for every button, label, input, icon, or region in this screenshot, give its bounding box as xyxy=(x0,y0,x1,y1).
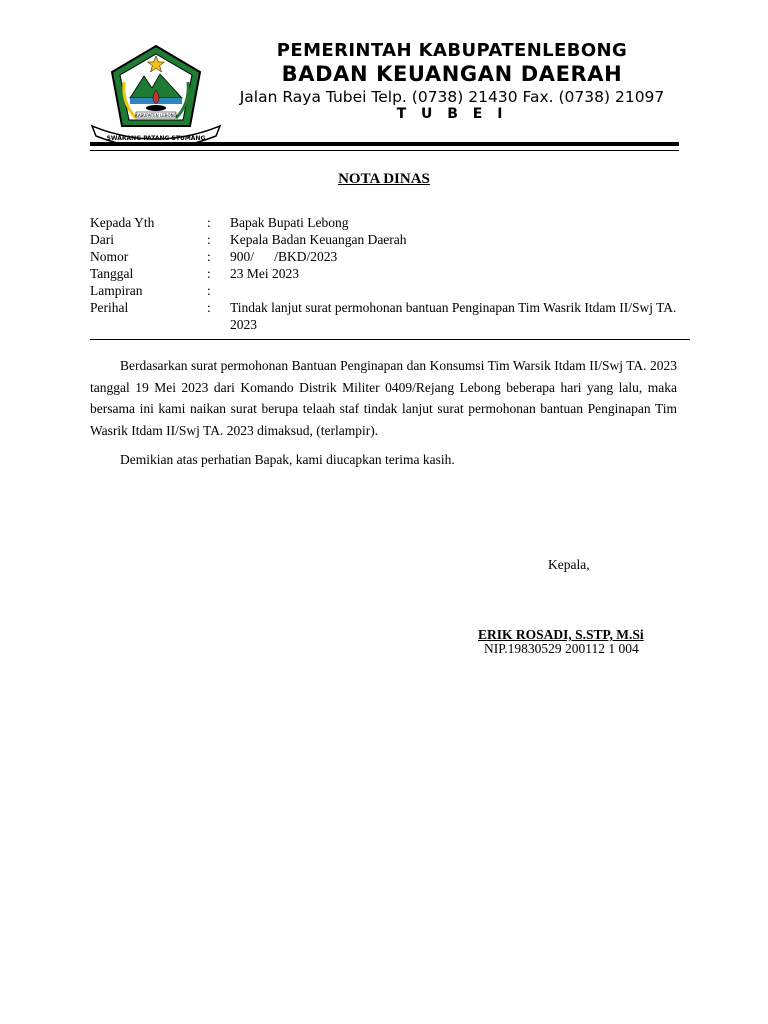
field-label: Tanggal xyxy=(90,266,134,281)
field-colon: : xyxy=(207,249,211,264)
memo-body xyxy=(90,355,677,479)
field-value xyxy=(230,282,690,299)
field-perihal xyxy=(90,299,690,333)
field-colon: : xyxy=(207,283,211,298)
field-label: Kepada Yth xyxy=(90,215,155,230)
closing-paragraph: Demikian atas perhatian Bapak, kami diucapkan terima kasih. xyxy=(120,452,455,467)
signatory-name: ERIK ROSADI, S.STP, M.Si xyxy=(478,627,644,642)
field-label: Nomor xyxy=(90,249,129,264)
agency-city: T U B E I xyxy=(396,106,508,122)
field-value: Kepala Badan Keuangan Daerah xyxy=(230,232,407,247)
letterhead xyxy=(86,38,686,146)
kabupaten-lebong-emblem xyxy=(86,42,226,142)
svg-text:SWARANG PATANG STUMANG: SWARANG PATANG STUMANG xyxy=(106,135,206,142)
field-label: Lampiran xyxy=(90,283,143,298)
field-value: 900/ /BKD/2023 xyxy=(230,249,338,264)
field-value: 23 Mei 2023 xyxy=(230,266,299,281)
field-lampiran xyxy=(90,282,690,299)
field-label: Perihal xyxy=(90,300,129,315)
letterhead-text xyxy=(226,38,678,123)
field-value: Tindak lanjut surat permohonan bantuan Penginapan Tim Wasrik Itdam II/Swj TA. 2023 xyxy=(230,300,677,332)
letterhead-rule-thin xyxy=(90,150,679,151)
field-dari xyxy=(90,231,690,248)
field-value: Bapak Bupati Lebong xyxy=(230,215,349,230)
memo-header-fields xyxy=(90,214,690,333)
document-title: NOTA DINAS xyxy=(338,171,430,187)
field-colon: : xyxy=(207,300,211,315)
government-name: PEMERINTAH KABUPATENLEBONG xyxy=(276,40,628,61)
field-kepada xyxy=(90,214,690,231)
field-colon: : xyxy=(207,215,211,230)
field-nomor xyxy=(90,248,690,265)
field-colon: : xyxy=(207,232,211,247)
field-colon: : xyxy=(207,266,211,281)
letterhead-rule-thick xyxy=(90,142,679,146)
body-paragraph: Berdasarkan surat permohonan Bantuan Penginapan dan Konsumsi Tim Warsik Itdam II/Swj TA. 2023 tanggal 19 Mei 2023 dari Komando Distrik Militer 0409/Rejang Lebong beberapa hari yang lalu, maka bersama ini kami naikan surat berupa telaah staf tindak lanjut surat permohonan bantuan Penginapan Tim Wasrik Itdam II/Swj TA. 2023 dimaksud, (terlampir). xyxy=(90,358,677,438)
header-divider xyxy=(90,339,690,340)
field-tanggal xyxy=(90,265,690,282)
signature-role: Kepala, xyxy=(548,557,590,572)
svg-text:KABUPATEN LEBONG: KABUPATEN LEBONG xyxy=(135,113,177,118)
field-label: Dari xyxy=(90,232,114,247)
agency-address: Jalan Raya Tubei Telp. (0738) 21430 Fax. (0738) 21097 xyxy=(239,88,665,106)
agency-name: BADAN KEUANGAN DAERAH xyxy=(281,62,623,86)
signatory-nip: NIP.19830529 200112 1 004 xyxy=(484,641,639,656)
